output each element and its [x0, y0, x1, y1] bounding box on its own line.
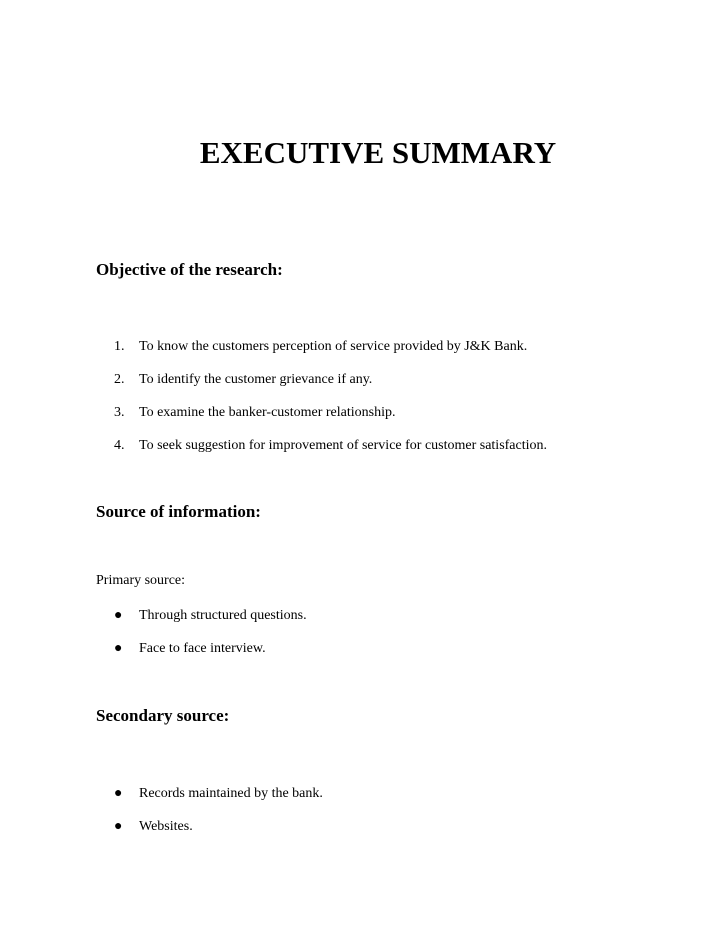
- list-number: 2.: [114, 372, 125, 387]
- list-item-text: To seek suggestion for improvement of service for customer satisfaction.: [139, 438, 548, 453]
- list-item-text: To identify the customer grievance if any.: [139, 372, 373, 387]
- bullet-icon: ●: [114, 786, 123, 801]
- list-item-text: Through structured questions.: [139, 608, 307, 623]
- primary-source-label: Primary source:: [96, 573, 186, 588]
- secondary-source-heading: Secondary source:: [96, 706, 230, 725]
- list-item-text: Websites.: [139, 819, 193, 834]
- objective-heading: Objective of the research:: [96, 260, 283, 279]
- list-number: 3.: [114, 405, 125, 420]
- list-number: 4.: [114, 438, 125, 453]
- bullet-icon: ●: [114, 608, 123, 623]
- source-heading: Source of information:: [96, 502, 261, 521]
- list-item-text: Records maintained by the bank.: [139, 786, 323, 801]
- list-number: 1.: [114, 339, 125, 354]
- list-item-text: Face to face interview.: [139, 641, 266, 656]
- list-item-text: To examine the banker-customer relationship.: [139, 405, 396, 420]
- page-title: EXECUTIVE SUMMARY: [199, 135, 557, 170]
- bullet-icon: ●: [114, 819, 123, 834]
- list-item-text: To know the customers perception of service provided by J&K Bank.: [139, 339, 528, 354]
- bullet-icon: ●: [114, 641, 123, 656]
